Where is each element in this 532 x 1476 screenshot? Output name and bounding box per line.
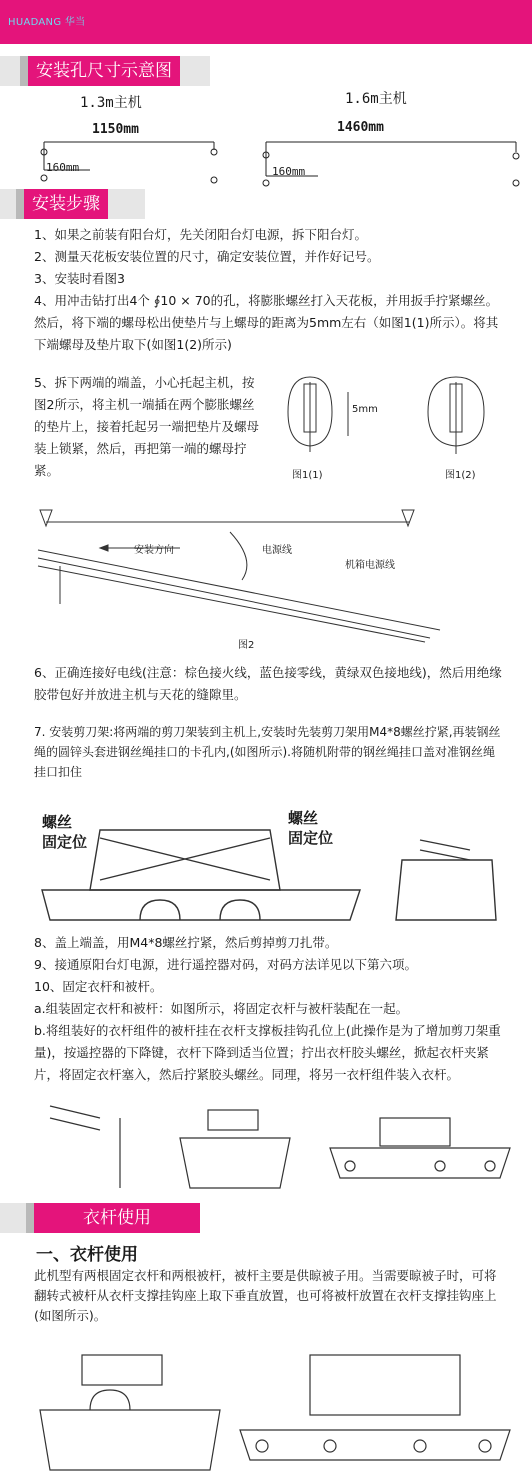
fig2-power-label: 电源线	[262, 545, 292, 556]
scissor-rack-diagram	[30, 820, 510, 930]
right-depth-label: 160mm	[272, 165, 306, 178]
step-10b: b.将组装好的衣杆组件的被杆挂在衣杆支撑板挂钩孔位上(此操作是为了增加剪刀架重量)，按遥控器的下降键，衣杆下降到适当位置；拧出衣杆胶头螺丝，掀起衣杆夹紧片，将固定衣杆塞入，然后拧紧胶头螺丝。同理，将另一衣杆组件装入衣杆。	[34, 1023, 501, 1082]
section-title: 安装孔尺寸示意图	[28, 56, 180, 86]
fig1-dimension-label: 5mm	[352, 404, 378, 415]
screw-position-label-left: 螺丝 固定位	[42, 813, 88, 851]
step-5: 5、拆下两端的端盖，小心托起主机，按图2所示，将主机一端插在两个膨胀螺丝的垫片上，接着托起另一端把垫片及螺母装上锁紧，然后，再把第一端的螺母拧紧。	[34, 375, 260, 478]
rod-assembly-diagram	[40, 1098, 520, 1198]
step-1: 1、如果之前装有阳台灯，先关闭阳台灯电源，拆下阳台灯。	[34, 227, 367, 242]
rod-usage-text: 此机型有两根固定衣杆和两根被杆，被杆主要是供晾被子用。当需要晾被子时，可将翻转式被杆从衣杆支撑挂钩座上取下垂直放置，也可将被杆放置在衣杆支撑挂钩座上(如图所示)。	[34, 1268, 497, 1323]
fig2-direction-label: 安装方向	[134, 545, 174, 556]
right-model-label: 1.6m主机	[345, 91, 407, 107]
screw-position-label-right: 螺丝 固定位	[288, 809, 334, 847]
install-steps-8-10	[34, 932, 504, 1086]
step-7: 7. 安装剪刀架:将两端的剪刀架装到主机上,安装时先装剪刀架用M4*8螺丝拧紧,再装钢丝绳的圆锌头套进钢丝绳挂口的卡孔内,(如图所示).将随机附带的钢丝绳挂口盖对准钢丝绳挂口扣住	[34, 725, 501, 779]
figure-2-install-direction	[30, 500, 510, 640]
step-10a: a.组装固定衣杆和被杆：如图所示，将固定衣杆与被杆装配在一起。	[34, 1001, 409, 1016]
step-6: 6、正确连接好电线(注意：棕色接火线，蓝色接零线，黄绿双色接地线)，然后用绝缘胶带包好并放进主机与天花的缝隙里。	[34, 665, 502, 702]
step-4: 4、用冲击钻打出4个 ∮10 × 70的孔，将膨胀螺丝打入天花板，并用扳手拧紧螺丝。然后，将下端的螺母松出使垫片与上螺母的距离为5mm左右（如图1(1)所示）。将其下端螺母及垫片取下(如图1(2)所示)	[34, 293, 499, 352]
hole-size-diagram	[0, 0, 532, 200]
install-steps-1-4	[34, 224, 504, 356]
fig2-caption: 图2	[238, 640, 255, 651]
step-9: 9、接通原阳台灯电源，进行遥控器对码，对码方法详见以下第六项。	[34, 957, 417, 972]
step-8: 8、盖上端盖，用M4*8螺丝拧紧，然后剪掉剪刀扎带。	[34, 935, 338, 950]
step-2: 2、测量天花板安装位置的尺寸，确定安装位置，并作好记号。	[34, 249, 380, 264]
step-10: 10、固定衣杆和被杆。	[34, 979, 163, 994]
left-depth-label: 160mm	[46, 161, 80, 174]
brand-logo-text: HUADANG 华当	[8, 17, 86, 28]
left-width-label: 1150mm	[92, 122, 139, 137]
section-title: 衣杆使用	[34, 1203, 200, 1233]
fig1-2-caption: 图1(2)	[445, 470, 476, 481]
rod-usage-diagram	[30, 1350, 520, 1475]
left-model-label: 1.3m主机	[80, 95, 142, 111]
fig1-1-caption: 图1(1)	[292, 470, 323, 481]
section-title: 安装步骤	[24, 189, 108, 219]
section-header-install-steps	[0, 189, 145, 219]
subsection-title: 一、衣杆使用	[36, 1245, 138, 1265]
step-3: 3、安装时看图3	[34, 271, 125, 286]
fig2-box-power-label: 机箱电源线	[345, 560, 395, 571]
right-width-label: 1460mm	[337, 120, 384, 135]
section-header-rod-use	[0, 1203, 200, 1233]
